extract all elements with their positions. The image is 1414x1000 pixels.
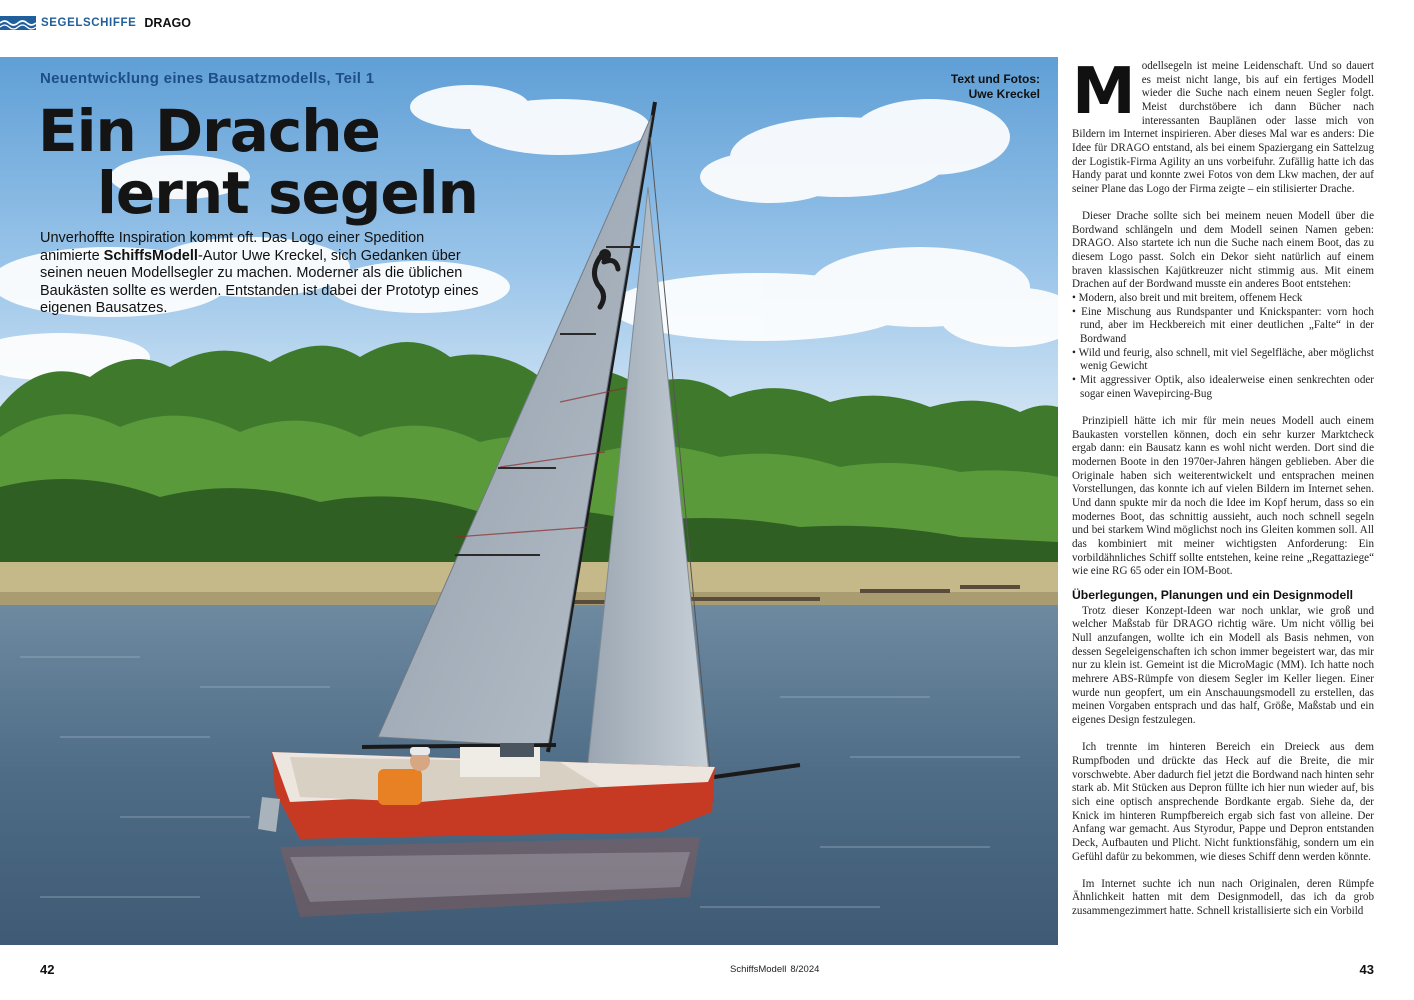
- headline-line-2: lernt segeln: [97, 159, 478, 227]
- requirements-list: [1072, 292, 1374, 401]
- drop-cap: M: [1072, 55, 1136, 129]
- body-paragraph-5: Ich trennte im hinteren Bereich ein Dreieck aus dem Rumpfboden und drückte das Heck auf die Breite, die mir vorschwebte. Aber dadurch fiel jetzt die Bordwand nach hinten sehr stark ab. Mit Stücken aus Depron füllte ich hier nun wieder auf, bis sich eine optisch ansprechende Bordkante ergab. Siehe da, der Knick im hinteren Rumpfbereich ergab sich fast von alleine. Der Anfang war gemacht. Aus Styrodur, Pappe und Depron entstanden Deck, Aufbauten und Plicht. Nicht funktionsfähig, sondern um ein Gefühl dafür zu bekommen, wie dieses Schiff denn werden könnte.: [1072, 741, 1374, 863]
- body-paragraph-2: Dieser Drache sollte sich bei meinem neuen Modell über die Bordwand schlängeln und dem Modell seinen Namen geben: DRAGO. Also startete ich nun die Suche nach einem Boot, das zu diesem Logo passt. Solch ein Dekor sieht natürlich auf einem braven klassischen Kajütkreuzer nicht stimmig aus. Mit einem Drachen auf der Bordwand musste ein anderes Boot entstehen:: [1072, 210, 1374, 291]
- body-paragraph-6: Im Internet suchte ich nun nach Originalen, deren Rümpfe Ähnlichkeit hatten mit dem Designmodell, das ich da grob zusammengezimmert hatte. Schnell kristallisierte sich ein Vorbild: [1072, 877, 1374, 918]
- photo-credit: [951, 72, 1040, 102]
- issue-number: 8/2024: [790, 964, 820, 975]
- list-item: • Mit aggressiver Optik, also idealerweise einen senkrechten oder sogar einen Wavepircing-Bug: [1072, 374, 1374, 401]
- subheading: Überlegungen, Planungen und ein Designmodell: [1072, 587, 1354, 602]
- list-item: • Wild und feurig, also schnell, mit viel Segelfläche, aber möglichst wenig Gewicht: [1072, 347, 1374, 374]
- topic-label: DRAGO: [144, 16, 191, 30]
- page-number-right: 43: [1359, 962, 1374, 977]
- page-number-left: 42: [40, 962, 55, 977]
- wave-icon: [0, 16, 36, 30]
- credit-line-2: Uwe Kreckel: [968, 87, 1040, 101]
- article-body-column: [1072, 55, 1374, 919]
- lead-magazine-name: SchiffsModell: [103, 247, 198, 264]
- body-paragraph-4: Trotz dieser Konzept-Ideen war noch unklar, wie groß und welcher Maßstab für DRAGO richtig wäre. Um nicht völlig bei Null anzufangen, wollte ich ein Modell als Basis nehmen, von dessen Segeleigenschaften ich schon immer begeistert war, das mir nur zu klein ist. Gemeint ist die MicroMagic (MM). Ich hatte noch mehrere ABS-Rümpfe von diesem Segler im Keller liegen. Einer wurde nun geopfert, um ein Anschauungsmodell zu erstellen, das meinen Vorgaben entsprach und das half, Größe, Maßstab und ein eigenes Design festzulegen.: [1072, 604, 1374, 727]
- lead-text-start: Unverhoffte Inspiration kommt oft. Das Logo einer Spedition animierte: [40, 230, 425, 264]
- list-item: • Modern, also breit und mit breitem, offenem Heck: [1072, 292, 1374, 306]
- article-kicker: Neuentwicklung eines Bausatzmodells, Teil 1: [40, 70, 375, 87]
- credit-line-1: Text und Fotos:: [950, 72, 1040, 86]
- body-paragraph-1: [1072, 55, 1374, 197]
- paragraph-1-text: odellsegeln ist meine Leidenschaft. Und so dauert es meist nicht lange, bis auf ein fertiges Modell wieder die Suche nach einem neuen Segler folgt. Meist durchstöbere ich dann Bücher nach interessanten Bauplänen oder lasse mich von Bildern im Internet inspirieren. Aber dieses Mal war es anders: Die Idee für DRAGO entstand, als bei einem Spaziergang ein Sattelzug der Logistik-Firma Agility an uns vorbeifuhr. Zufällig hatte ich das Handy parat und konnte zwei Fotos von dem Lkw machen, der auf seiner Plane das Logo der Firma zeigte – ein stilisierter Drache.: [1072, 60, 1374, 195]
- section-label: SEGELSCHIFFE: [41, 17, 137, 29]
- section-header: [0, 12, 191, 34]
- lead-text-end: -Autor Uwe Kreckel, sich Gedanken über seinen neuen Modellsegler zu machen. Moderner als die üblichen Baukästen sollte es werden. Entstanden ist dabei der Prototyp eines eigenen Bausatzes.: [40, 247, 479, 317]
- magazine-name: SchiffsModell: [730, 964, 787, 975]
- lead-paragraph: [40, 230, 480, 318]
- headline-line-1: Ein Drache: [38, 97, 380, 165]
- list-item: • Eine Mischung aus Rundspanter und Knickspanter: vorn hoch rund, aber im Heckbereich mit einer deutlichen „Falte“ in der Bordwand: [1072, 306, 1374, 347]
- footer-magazine: [730, 964, 819, 975]
- body-paragraph-3: Prinzipiell hätte ich mir für mein neues Modell auch einem Baukasten vorstellen können, doch ein sehr kurzer Marktcheck ergab dann: ein Bausatz kann es wohl nicht werden. Dort sind die modernen Boote in den 1970er-Jahren hängen geblieben. Aber die Originale haben sich weiterentwickelt und entsprachen meinen Vorstellungen, das konnte ich auf vielen Bildern im Internet sehen. Und dann spukte mir da noch die Idee im Kopf herum, dass so ein modernes Boot, das schnittig aussieht, auch noch schnell segeln und bei starkem Wind möglichst noch ins Gleiten kommen soll. All das kombiniert mit meiner wichtigsten Anforderung: Ein vorbildähnliches Schiff sollte entstehen, keine reine „Regattaziege“ wie eine RG 65 oder ein IOM-Boot.: [1072, 414, 1374, 578]
